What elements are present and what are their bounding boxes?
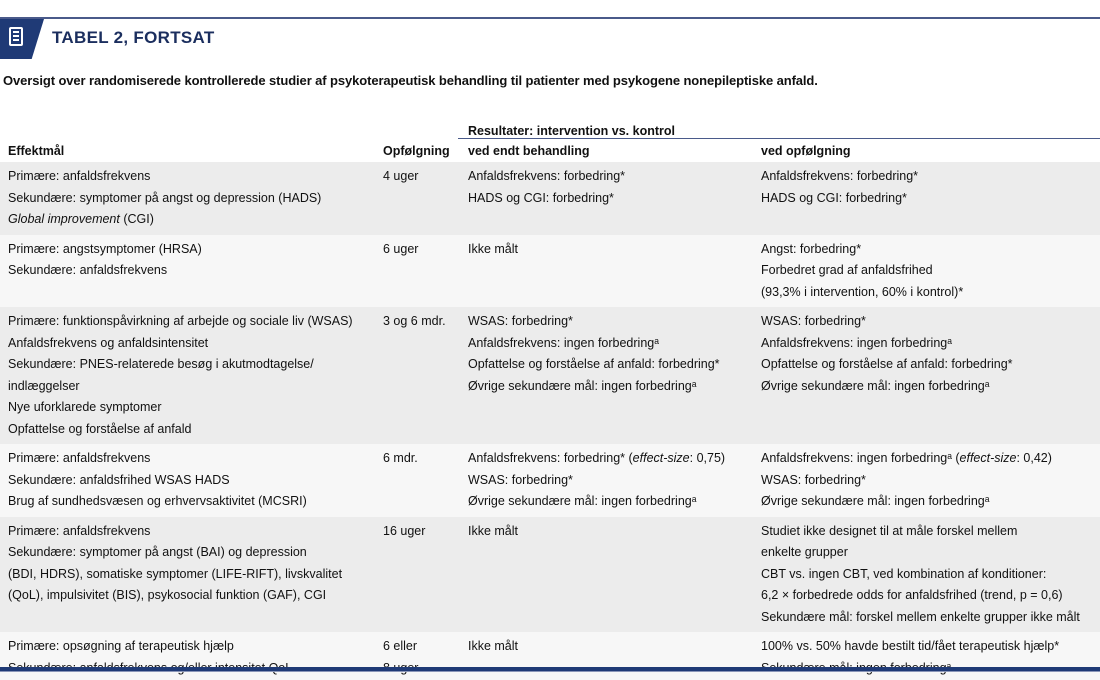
cell-line: Forbedret grad af anfaldsfrihed	[761, 263, 933, 277]
cell-effektmaal	[0, 162, 375, 235]
cell-line: HADS og CGI: forbedring*	[468, 190, 614, 205]
group-header-row	[0, 114, 1100, 138]
cell-line	[8, 585, 375, 607]
cell-line: Sekundære mål: forskel mellem enkelte grupper ikke målt	[761, 609, 1080, 624]
cell-ved-opfoelgning	[753, 632, 1100, 680]
text: Primære: opsøgning af terapeutisk hjælp	[8, 639, 234, 653]
cell-opfoelgning	[375, 162, 458, 235]
col-header-endt-behandling: ved endt behandling	[468, 144, 590, 158]
cell-line	[8, 636, 375, 658]
cell-endt-behandling	[458, 517, 753, 633]
cell-opfoelgning	[375, 517, 458, 633]
text: Sekundære: anfaldsfrihed WSAS HADS	[8, 472, 230, 487]
text: : 0,42)	[1016, 451, 1052, 465]
cell-effektmaal	[0, 307, 375, 444]
cell-opfoelgning	[375, 632, 458, 680]
cell-line	[8, 491, 375, 513]
cell-line: Øvrige sekundære mål: ingen forbedringᵃ	[761, 378, 990, 393]
cell-line	[8, 448, 375, 470]
cell-line	[761, 448, 1100, 470]
cell-line: 3 og 6 mdr.	[383, 314, 446, 328]
italic-term: Global improvement	[8, 212, 120, 226]
text: indlæggelser	[8, 378, 80, 393]
cell-line: Anfaldsfrekvens: ingen forbedringᵃ	[468, 335, 659, 350]
text: (BDI, HDRS), somatiske symptomer (LIFE-RIFT), livskvalitet	[8, 566, 343, 581]
text: Primære: anfaldsfrekvens	[8, 523, 151, 538]
results-table	[0, 114, 1100, 680]
cell-opfoelgning	[375, 307, 458, 444]
text: (CGI)	[119, 212, 154, 226]
text: : 0,75)	[689, 451, 726, 465]
cell-line: Øvrige sekundære mål: ingen forbedringᵃ	[468, 378, 697, 393]
col-header-opfoelgning: Opfølgning	[383, 144, 450, 158]
table-row	[0, 235, 1100, 308]
cell-line: Øvrige sekundære mål: ingen forbedringᵃ	[468, 494, 697, 508]
cell-ved-opfoelgning	[753, 307, 1100, 444]
text: Opfattelse og forståelse af anfald	[8, 421, 192, 436]
cell-opfoelgning	[375, 235, 458, 308]
text: Sekundære: symptomer på angst (BAI) og depression	[8, 545, 307, 559]
cell-line	[8, 564, 375, 586]
cell-line: WSAS: forbedring*	[468, 314, 573, 328]
cell-endt-behandling	[458, 444, 753, 517]
cell-line	[8, 470, 375, 492]
cell-line: Øvrige sekundære mål: ingen forbedringᵃ	[761, 494, 990, 508]
text: Primære: funktionspåvirkning af arbejde og sociale liv (WSAS)	[8, 314, 353, 328]
cell-line	[8, 311, 375, 333]
results-group-header: Resultater: intervention vs. kontrol	[458, 114, 1100, 138]
text: Anfaldsfrekvens: ingen forbedringᵃ (	[761, 451, 960, 465]
cell-line: Anfaldsfrekvens: forbedring*	[468, 169, 626, 183]
table-title: TABEL 2, FORTSAT	[52, 28, 215, 47]
table-body	[0, 162, 1100, 680]
cell-line: Anfaldsfrekvens: forbedring*	[761, 169, 919, 183]
cell-line	[8, 397, 375, 419]
cell-line	[8, 260, 375, 282]
cell-line: Opfattelse og forståelse af anfald: forbedring*	[761, 357, 1013, 371]
cell-line	[468, 448, 753, 470]
text: Anfaldsfrekvens: forbedring* (	[468, 451, 633, 465]
text: Nye uforklarede symptomer	[8, 400, 162, 414]
cell-effektmaal	[0, 517, 375, 633]
cell-line: 6 mdr.	[383, 451, 418, 465]
text: Brug af sundhedsvæsen og erhvervsaktivitet (MCSRI)	[8, 494, 307, 508]
cell-endt-behandling	[458, 307, 753, 444]
document-list-icon	[9, 27, 23, 46]
cell-line: CBT vs. ingen CBT, ved kombination af konditioner:	[761, 566, 1047, 581]
cell-line	[8, 419, 375, 441]
cell-line: Ikke målt	[468, 523, 519, 538]
cell-opfoelgning	[375, 444, 458, 517]
cell-line: HADS og CGI: forbedring*	[761, 190, 907, 205]
text: Sekundære: symptomer på angst og depression (HADS)	[8, 190, 322, 205]
text: Primære: anfaldsfrekvens	[8, 169, 151, 183]
bottom-rule-thin	[0, 671, 1100, 672]
cell-line: 4 uger	[383, 169, 419, 183]
column-header-row	[0, 138, 1100, 162]
cell-line	[8, 209, 375, 231]
table-title-bar	[0, 19, 1100, 59]
col-header-ved-opfoelgning: ved opfølgning	[761, 144, 851, 158]
cell-line: 6 eller	[383, 639, 418, 653]
cell-effektmaal	[0, 235, 375, 308]
cell-line	[8, 239, 375, 261]
cell-line	[8, 354, 375, 376]
table-row	[0, 162, 1100, 235]
table-row	[0, 517, 1100, 633]
text: (QoL), impulsivitet (BIS), psykosocial funktion (GAF), CGI	[8, 588, 327, 602]
cell-line: WSAS: forbedring*	[468, 472, 573, 487]
cell-effektmaal	[0, 444, 375, 517]
cell-line: 6,2 × forbedrede odds for anfaldsfrihed (trend, p = 0,6)	[761, 588, 1063, 602]
italic-term: effect-size	[959, 451, 1017, 465]
text: Primære: angstsymptomer (HRSA)	[8, 241, 202, 256]
cell-line: (93,3% i intervention, 60% i kontrol)*	[761, 284, 964, 299]
cell-ved-opfoelgning	[753, 444, 1100, 517]
cell-line	[8, 376, 375, 398]
table-row	[0, 632, 1100, 680]
cell-line: Anfaldsfrekvens: ingen forbedringᵃ	[761, 335, 952, 350]
text: Anfaldsfrekvens og anfaldsintensitet	[8, 335, 209, 350]
table-row	[0, 444, 1100, 517]
text: Sekundære: anfaldsfrekvens	[8, 263, 168, 277]
cell-line: Studiet ikke designet til at måle forskel mellem	[761, 523, 1018, 538]
cell-ved-opfoelgning	[753, 517, 1100, 633]
cell-line: Ikke målt	[468, 241, 519, 256]
cell-line	[8, 166, 375, 188]
cell-line: Angst: forbedring*	[761, 241, 862, 256]
table-row	[0, 307, 1100, 444]
italic-term: effect-size	[632, 451, 690, 465]
cell-line: 100% vs. 50% havde bestilt tid/fået terapeutisk hjælp*	[761, 639, 1060, 653]
icon-tab	[0, 19, 44, 59]
cell-line: Ikke målt	[468, 639, 519, 653]
cell-endt-behandling	[458, 235, 753, 308]
cell-endt-behandling	[458, 632, 753, 680]
cell-line	[8, 188, 375, 210]
cell-line	[8, 542, 375, 564]
cell-effektmaal	[0, 632, 375, 680]
text: Sekundære: PNES-relaterede besøg i akutmodtagelse/	[8, 357, 314, 371]
cell-ved-opfoelgning	[753, 162, 1100, 235]
col-header-effektmaal: Effektmål	[8, 144, 65, 158]
cell-line: WSAS: forbedring*	[761, 314, 866, 328]
cell-line: Opfattelse og forståelse af anfald: forbedring*	[468, 357, 720, 371]
cell-endt-behandling	[458, 162, 753, 235]
text: Primære: anfaldsfrekvens	[8, 451, 151, 465]
cell-line	[8, 521, 375, 543]
cell-line: 6 uger	[383, 241, 419, 256]
cell-line: enkelte grupper	[761, 545, 848, 559]
cell-line: WSAS: forbedring*	[761, 472, 866, 487]
cell-line	[8, 333, 375, 355]
cell-line: 16 uger	[383, 523, 426, 538]
table-caption: Oversigt over randomiserede kontrollerede studier af psykoterapeutisk behandling til patienter med psykogene nonepileptiske anfald.	[3, 73, 818, 88]
cell-ved-opfoelgning	[753, 235, 1100, 308]
